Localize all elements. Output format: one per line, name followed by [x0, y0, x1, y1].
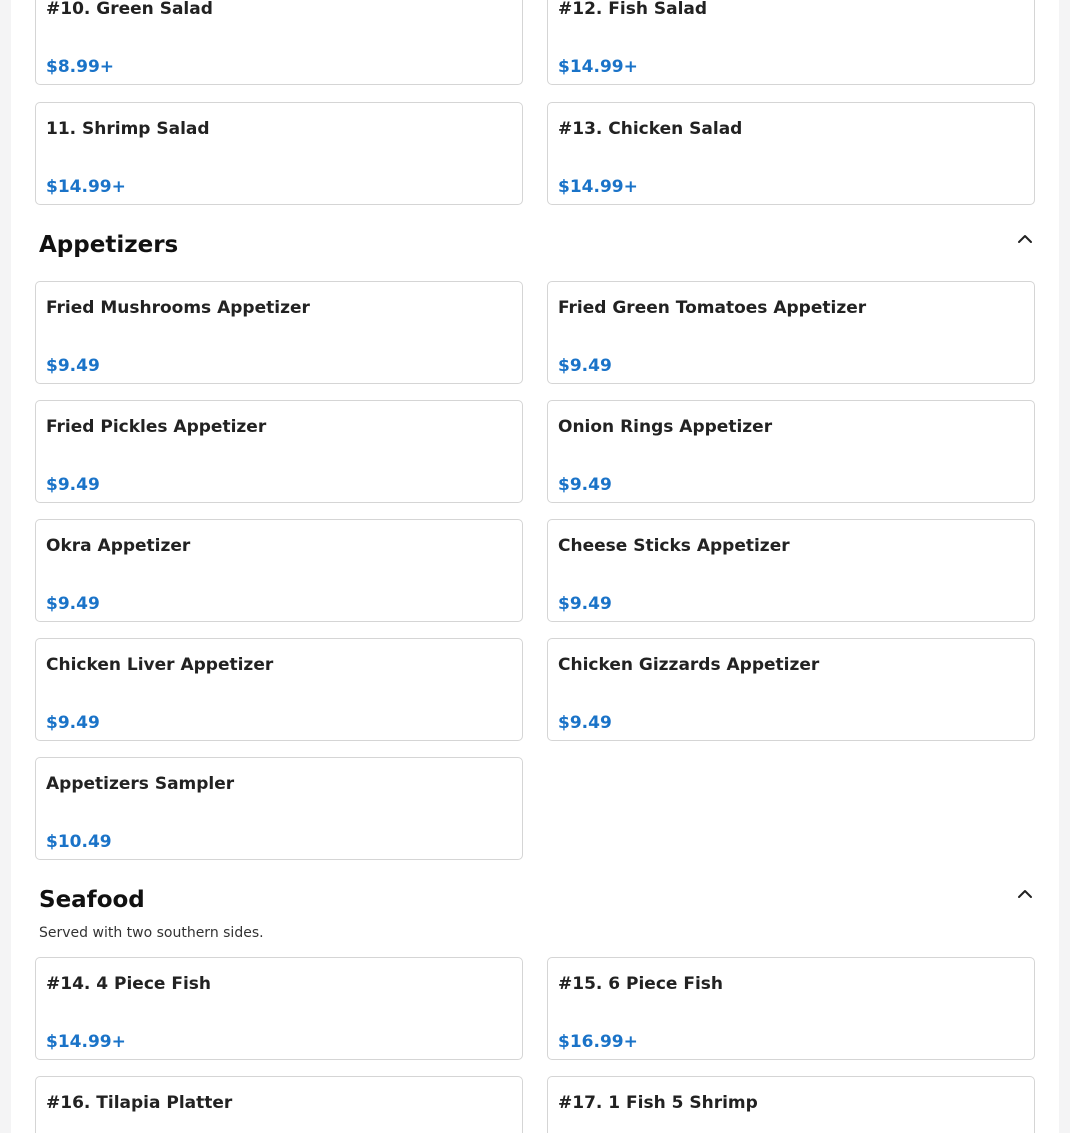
menu-item-price: $9.49: [558, 594, 612, 614]
menu-item-card[interactable]: [35, 0, 523, 85]
menu-item-price: $10.49: [46, 832, 112, 852]
menu-item-name: Fried Mushrooms Appetizer: [46, 298, 310, 318]
menu-item-card[interactable]: [547, 638, 1035, 741]
menu-item-price: $9.49: [558, 475, 612, 495]
menu-item-card[interactable]: [547, 0, 1035, 85]
menu-item-name: #12. Fish Salad: [558, 0, 708, 19]
menu-item-price: $9.49: [46, 594, 100, 614]
section-title-seafood: Seafood: [39, 887, 145, 913]
menu-item-price: $8.99+: [46, 57, 115, 77]
menu-item-name: #16. Tilapia Platter: [46, 1093, 233, 1113]
menu-item-card[interactable]: [35, 757, 523, 860]
menu-item-price: $14.99+: [558, 177, 638, 197]
section-description-seafood: Served with two southern sides.: [39, 925, 264, 941]
menu-item-name: #14. 4 Piece Fish: [46, 974, 212, 994]
menu-item-card[interactable]: [547, 957, 1035, 1060]
menu-item-price: $16.99+: [558, 1032, 638, 1052]
menu-item-name: Chicken Liver Appetizer: [46, 655, 274, 675]
chevron-up-icon[interactable]: [1015, 229, 1035, 249]
menu-item-card[interactable]: [35, 1076, 523, 1133]
section-title-appetizers: Appetizers: [39, 232, 179, 258]
menu-item-name: #15. 6 Piece Fish: [558, 974, 724, 994]
menu-item-price: $14.99+: [558, 57, 638, 77]
menu-item-name: Onion Rings Appetizer: [558, 417, 773, 437]
menu-item-price: $9.49: [46, 475, 100, 495]
menu-item-price: $14.99+: [46, 177, 126, 197]
menu-item-name: #13. Chicken Salad: [558, 119, 743, 139]
menu-item-price: $14.99+: [46, 1032, 126, 1052]
chevron-up-icon[interactable]: [1015, 884, 1035, 904]
menu-item-name: Fried Green Tomatoes Appetizer: [558, 298, 867, 318]
menu-item-card[interactable]: [35, 281, 523, 384]
menu-item-name: #10. Green Salad: [46, 0, 213, 19]
menu-item-card[interactable]: [35, 519, 523, 622]
menu-item-card[interactable]: [547, 519, 1035, 622]
menu-item-card[interactable]: [35, 638, 523, 741]
menu-item-card[interactable]: [547, 400, 1035, 503]
menu-item-name: Cheese Sticks Appetizer: [558, 536, 790, 556]
menu-item-price: $9.49: [46, 713, 100, 733]
menu-item-name: Chicken Gizzards Appetizer: [558, 655, 820, 675]
menu-item-name: #17. 1 Fish 5 Shrimp: [558, 1093, 758, 1113]
menu-page: [11, 0, 1059, 1133]
menu-item-name: Okra Appetizer: [46, 536, 191, 556]
menu-item-card[interactable]: [35, 102, 523, 205]
menu-item-card[interactable]: [547, 281, 1035, 384]
menu-item-name: 11. Shrimp Salad: [46, 119, 210, 139]
menu-item-price: $9.49: [558, 713, 612, 733]
menu-item-name: Appetizers Sampler: [46, 774, 235, 794]
menu-item-name: Fried Pickles Appetizer: [46, 417, 267, 437]
menu-item-card[interactable]: [547, 1076, 1035, 1133]
menu-item-price: $9.49: [46, 356, 100, 376]
menu-item-card[interactable]: [35, 400, 523, 503]
menu-item-card[interactable]: [35, 957, 523, 1060]
menu-item-price: $9.49: [558, 356, 612, 376]
menu-item-card[interactable]: [547, 102, 1035, 205]
